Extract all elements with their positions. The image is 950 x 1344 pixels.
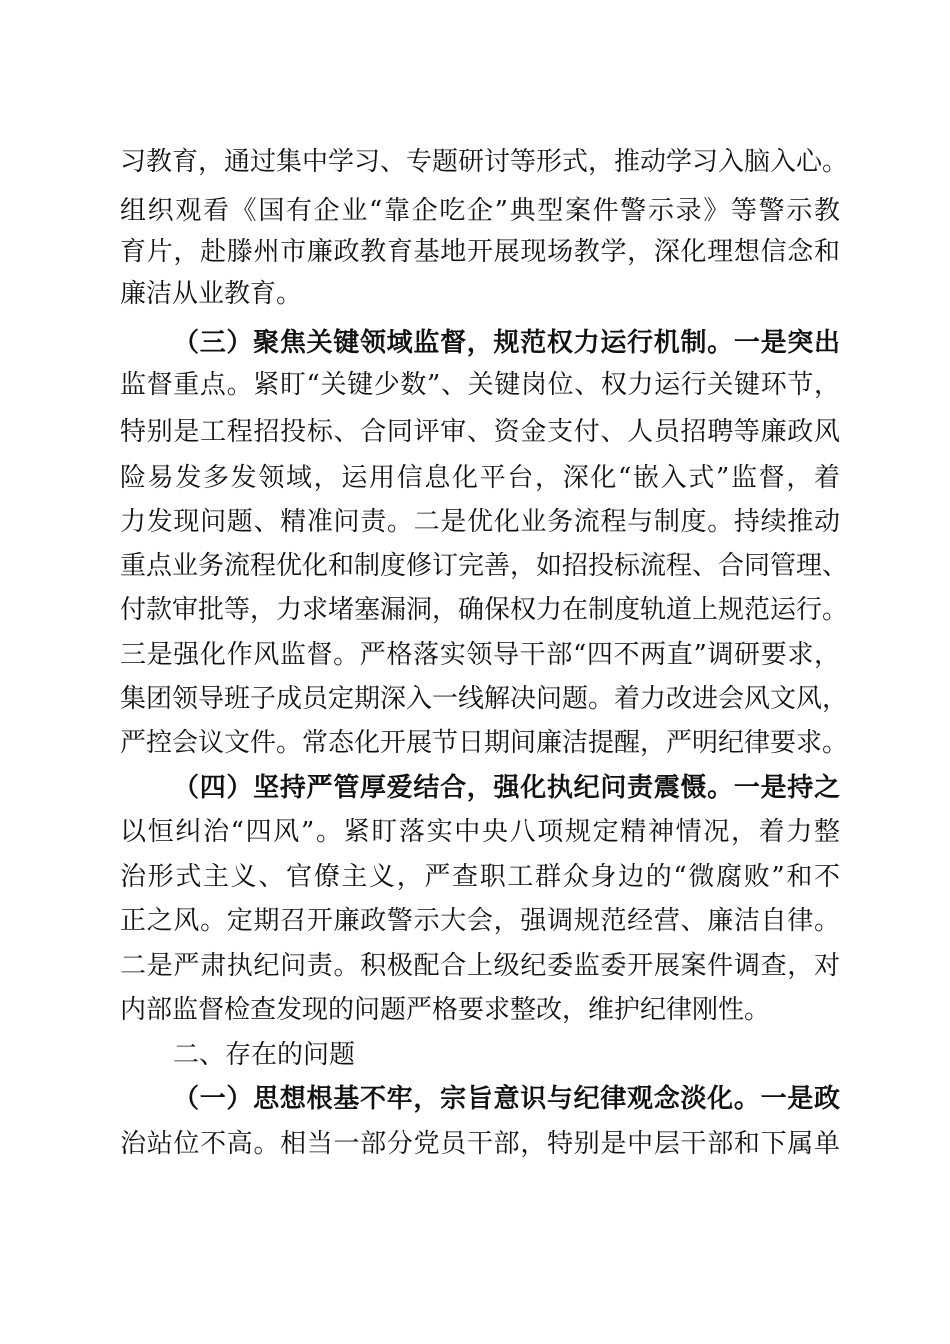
line-text: 集团领导班子成员定期深入一线解决问题。着力改进会风文风，	[120, 684, 849, 714]
text-line	[0, 588, 950, 632]
text-line	[0, 810, 950, 854]
section-heading-4	[0, 766, 950, 810]
line-text: 严控会议文件。常态化开展节日期间廉洁提醒，严明纪律要求。	[120, 728, 849, 758]
line-text: 二、存在的问题	[173, 1040, 356, 1070]
text-line	[0, 633, 950, 677]
line-text: 廉洁从业教育。	[120, 279, 303, 309]
text-line	[0, 721, 950, 765]
line-text: 特别是工程招投标、合同评审、资金支付、人员招聘等廉政风	[120, 417, 840, 447]
text-line	[0, 272, 950, 316]
text-line	[0, 230, 950, 274]
text-line	[0, 189, 950, 233]
line-text: 力发现问题、精准问责。二是优化业务流程与制度。持续推动	[120, 507, 840, 537]
chapter-heading-2	[0, 1033, 950, 1077]
line-text: 习教育，通过集中学习、专题研讨等形式，推动学习入脑入心。	[120, 147, 849, 177]
text-line	[0, 944, 950, 988]
line-text: 二是严肃执纪问责。积极配合上级纪委监委开展案件调查，对	[120, 951, 840, 981]
text-line	[0, 363, 950, 407]
text-line	[0, 140, 950, 184]
line-text: 险易发多发领域，运用信息化平台，深化“嵌入式”监督，着	[120, 463, 840, 493]
line-text: 育片，赴滕州市廉政教育基地开展现场教学，深化理想信念和	[120, 237, 840, 267]
line-text: 以恒纠治“四风”。紧盯落实中央八项规定精神情况，着力整	[120, 817, 840, 847]
text-line	[0, 1122, 950, 1166]
line-text: 重点业务流程优化和制度修订完善，如招投标流程、合同管理、	[120, 551, 849, 581]
text-line	[0, 677, 950, 721]
section-heading-1	[0, 1077, 950, 1121]
line-text: 治形式主义、官僚主义，严查职工群众身边的“微腐败”和不	[120, 862, 840, 892]
line-text: （三）聚焦关键领域监督，规范权力运行机制。一是突出	[173, 328, 840, 358]
line-text: 组织观看《国有企业“靠企吃企”典型案件警示录》等警示教	[120, 196, 840, 226]
line-text: 三是强化作风监督。严格落实领导干部“四不两直”调研要求，	[120, 640, 840, 670]
text-line	[0, 855, 950, 899]
text-line	[0, 500, 950, 544]
line-text: 内部监督检查发现的问题严格要求整改，维护纪律刚性。	[120, 995, 771, 1025]
line-text: 监督重点。紧盯“关键少数”、关键岗位、权力运行关键环节，	[120, 370, 840, 400]
line-text: （一）思想根基不牢，宗旨意识与纪律观念淡化。一是政	[173, 1084, 840, 1114]
text-line	[0, 456, 950, 500]
line-text: 正之风。定期召开廉政警示大会，强调规范经营、廉洁自律。	[120, 906, 840, 936]
line-text: （四）坚持严管厚爱结合，强化执纪问责震慑。一是持之	[173, 773, 840, 803]
section-heading-3	[0, 321, 950, 365]
text-line	[0, 899, 950, 943]
line-text: 付款审批等，力求堵塞漏洞，确保权力在制度轨道上规范运行。	[120, 595, 849, 625]
text-line	[0, 988, 950, 1032]
line-text: 治站位不高。相当一部分党员干部，特别是中层干部和下属单	[120, 1129, 840, 1159]
text-line	[0, 544, 950, 588]
text-line	[0, 410, 950, 454]
